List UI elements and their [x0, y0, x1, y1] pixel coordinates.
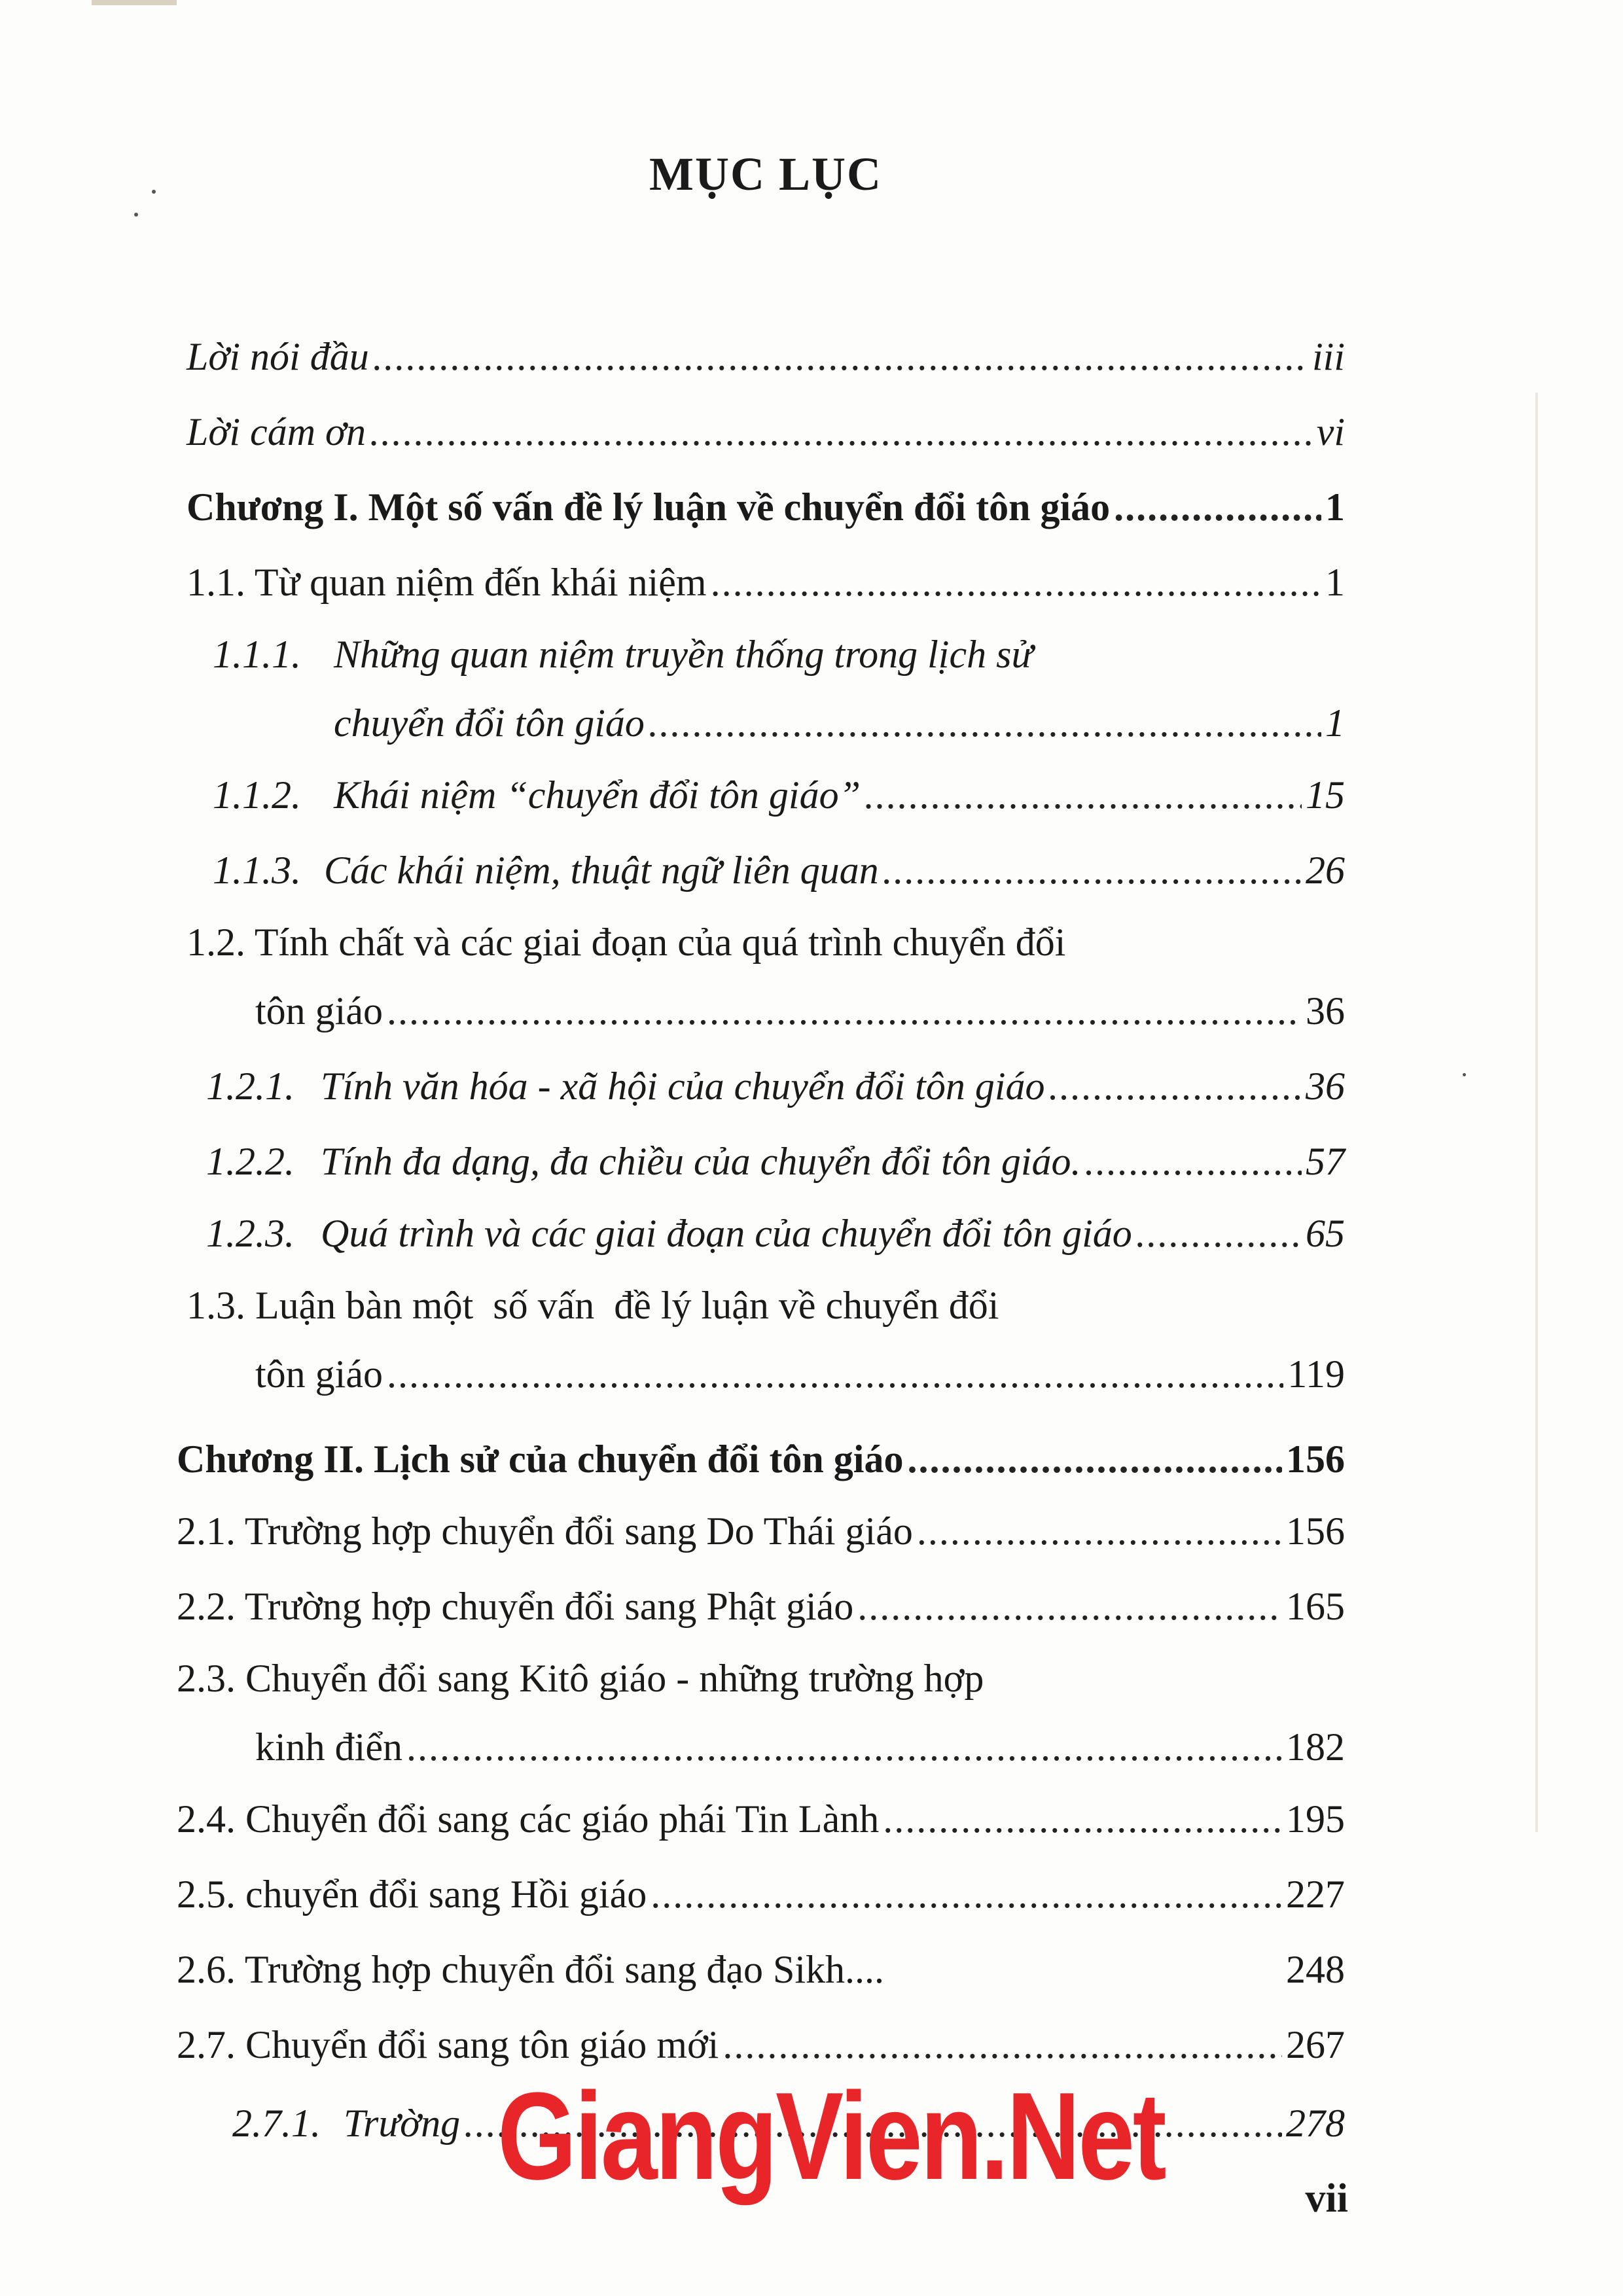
page-title: MỤC LỤC [649, 148, 882, 200]
toc-entry-number: 2.7.1. [232, 2102, 321, 2145]
toc-entry-number: 1.1.1. [213, 633, 301, 676]
toc-entry[interactable] [177, 1580, 1345, 1633]
toc-entry[interactable] [187, 406, 1345, 458]
toc-entry-text: chuyển đổi tôn giáo [334, 701, 645, 745]
toc-entry-text: Trường [344, 2102, 461, 2145]
leader-dots [406, 1721, 1282, 1773]
leader-dots [883, 844, 1302, 896]
toc-entry[interactable] [187, 556, 1345, 609]
toc-entry[interactable] [213, 844, 1345, 896]
leader-dots [1136, 1207, 1302, 1260]
toc-entry-first-line: 1.3. Luận bàn một số vấn đề lý luận về chuyển đổi [187, 1284, 999, 1327]
toc-entry-text: Quá trình và các giai đoạn của chuyển đổi tôn giáo [321, 1212, 1132, 1255]
toc-entry-text: Tính văn hóa - xã hội của chuyển đổi tôn giáo [321, 1065, 1045, 1108]
toc-entry-text: 2.5. chuyển đổi sang Hồi giáo [177, 1873, 647, 1916]
toc-entry-page: iii [1311, 335, 1345, 378]
toc-chapter-entry[interactable] [187, 481, 1345, 533]
toc-entry[interactable] [177, 2019, 1345, 2071]
toc-entry-number: 1.1.2. [213, 773, 301, 817]
toc-entry-text: Những quan niệm truyền thống trong lịch sử [334, 633, 1033, 676]
toc-entry-page: vi [1316, 410, 1345, 453]
toc-entry-text: Chương II. Lịch sử của chuyển đổi tôn giáo [177, 1438, 904, 1481]
toc-entry-page: 267 [1286, 2023, 1345, 2066]
toc-entry-page: 119 [1287, 1352, 1345, 1396]
toc-entry[interactable] [213, 769, 1345, 821]
leader-dots [387, 985, 1302, 1037]
leader-dots [1114, 481, 1321, 533]
leader-dots [907, 1433, 1282, 1485]
toc-entry-page: 156 [1286, 1438, 1345, 1481]
toc-entry-text: 2.2. Trường hợp chuyển đổi sang Phật giáo [177, 1585, 854, 1628]
toc-entry-page: 1 [1325, 701, 1345, 745]
toc-entry-page: 36 [1306, 989, 1345, 1033]
leader-dots [917, 1505, 1282, 1557]
toc-entry[interactable] [255, 985, 1345, 1037]
leader-dots [651, 1868, 1282, 1920]
toc-entry-page: 248 [1286, 1948, 1345, 1991]
toc-entry[interactable] [177, 1505, 1345, 1557]
toc-entry-number: 1.2.1. [206, 1065, 294, 1108]
toc-entry-text: Các khái niệm, thuật ngữ liên quan [324, 849, 879, 892]
scan-edge-mark [92, 0, 177, 5]
toc-entry-page: 227 [1286, 1873, 1345, 1916]
toc-entry-page: 182 [1286, 1725, 1345, 1769]
leader-dots [883, 1793, 1282, 1845]
page-edge-shadow [1535, 393, 1538, 1832]
toc-entry-page: 278 [1286, 2102, 1345, 2145]
leader-dots [373, 330, 1308, 383]
toc-entry-text: kinh điển [255, 1725, 402, 1769]
toc-entry[interactable] [177, 1793, 1345, 1845]
leader-dots [1048, 1060, 1302, 1112]
watermark: GiangVien.Net [497, 2067, 1165, 2206]
scan-speck [1463, 1073, 1466, 1076]
toc-entry-page: 65 [1306, 1212, 1345, 1255]
toc-entry[interactable] [177, 1943, 1345, 1996]
toc-entry-text: Lời nói đầu [187, 335, 369, 378]
toc-entry[interactable] [187, 330, 1345, 383]
toc-entry[interactable] [206, 1135, 1345, 1188]
leader-dots [865, 769, 1302, 821]
leader-dots [722, 2019, 1282, 2071]
toc-entry-number: 1.2.2. [206, 1140, 294, 1183]
leader-dots [1085, 1135, 1302, 1188]
toc-entry[interactable] [206, 1060, 1345, 1112]
toc-entry-text: Khái niệm “chuyển đổi tôn giáo” [334, 773, 861, 817]
toc-entry-text: 2.4. Chuyển đổi sang các giáo phái Tin Lành [177, 1797, 880, 1841]
page-number: vii [1305, 2176, 1348, 2221]
toc-entry-page: 15 [1306, 773, 1345, 817]
toc-entry-number: 1.2.3. [206, 1212, 294, 1255]
toc-entry-text: 2.7. Chuyển đổi sang tôn giáo mới [177, 2023, 719, 2066]
toc-entry-text: Chương I. Một số vấn đề lý luận về chuyển đổi tôn giáo [187, 486, 1111, 529]
leader-dots [370, 406, 1313, 458]
toc-entry[interactable] [206, 1207, 1345, 1260]
toc-entry-text: tôn giáo [255, 989, 383, 1033]
toc-entry-number: 1.1.3. [213, 849, 301, 892]
leader-dots [649, 697, 1321, 749]
toc-entry-text: tôn giáo [255, 1352, 383, 1396]
leader-dots [857, 1580, 1282, 1633]
toc-entry-page: 26 [1306, 849, 1345, 892]
toc-entry-page: 36 [1306, 1065, 1345, 1108]
toc-entry-text: Lời cám ơn [187, 410, 366, 453]
toc-entry-page: 57 [1306, 1140, 1345, 1183]
toc-entry[interactable] [255, 1348, 1345, 1400]
toc-entry-first-line: 2.3. Chuyển đổi sang Kitô giáo - những trường hợp [177, 1657, 984, 1700]
toc-entry[interactable] [177, 1868, 1345, 1920]
toc-entry-text: 2.6. Trường hợp chuyển đổi sang đạo Sikh.... [177, 1948, 884, 1991]
toc-entry-page: 156 [1286, 1510, 1345, 1553]
toc-entry-text: 2.1. Trường hợp chuyển đổi sang Do Thái giáo [177, 1510, 913, 1553]
toc-entry-page: 165 [1286, 1585, 1345, 1628]
toc-entry-page: 1 [1325, 486, 1345, 529]
toc-entry-page: 195 [1286, 1797, 1345, 1841]
toc-chapter-entry[interactable] [177, 1433, 1345, 1485]
toc-entry[interactable] [255, 1721, 1345, 1773]
leader-dots [387, 1348, 1283, 1400]
leader-dots [711, 556, 1321, 609]
toc-entry-first-line: 1.2. Tính chất và các giai đoạn của quá trình chuyển đổi [187, 921, 1066, 964]
toc-entry-first-line [213, 628, 1033, 680]
scan-speck [134, 213, 138, 217]
toc-entry-text: Tính đa dạng, đa chiều của chuyển đổi tôn giáo. [321, 1140, 1081, 1183]
toc-entry[interactable] [334, 697, 1345, 749]
toc-entry-page: 1 [1325, 561, 1345, 604]
toc-entry-text: 1.1. Từ quan niệm đến khái niệm [187, 561, 707, 604]
